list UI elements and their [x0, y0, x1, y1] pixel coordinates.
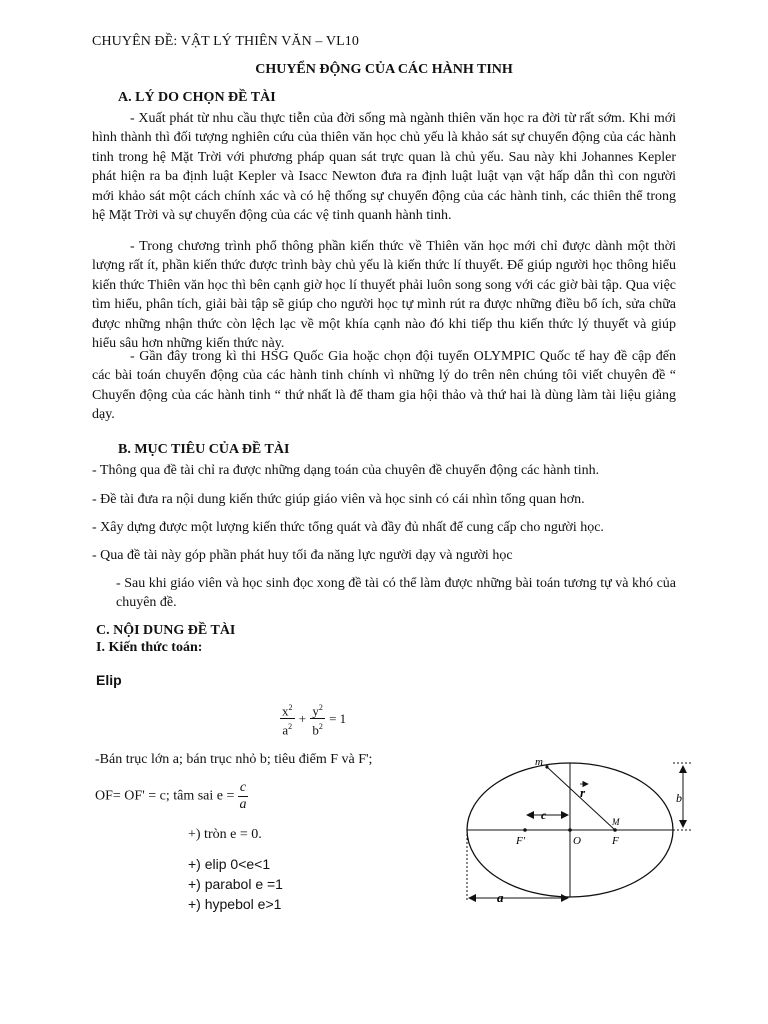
- subsection-math-knowledge: I. Kiến thức toán:: [96, 640, 203, 655]
- section-b-item-3: - Xây dựng được một lượng kiến thức tổng quát và đầy đủ nhất để cung cấp cho người học.: [92, 520, 604, 535]
- label-r: r: [580, 785, 586, 800]
- label-a: a: [497, 890, 504, 905]
- label-c: c: [541, 808, 547, 822]
- y-fraction: $\frac{y^2}{b^2}$: [310, 700, 325, 738]
- label-b: b: [676, 791, 682, 805]
- ellipse-diagram: [455, 750, 705, 920]
- elip-label: Elip: [96, 672, 122, 688]
- section-b-item-1: - Thông qua đề tài chỉ ra được những dạng toán của chuyên đề chuyển động các hành tinh.: [92, 463, 600, 478]
- label-O: O: [573, 835, 581, 847]
- section-a-paragraph-2: - Trong chương trình phổ thông phần kiến thức về Thiên văn học mới chỉ được dành một thời lượng rất ít, phần kiến thức được trình bày chủ yếu là kiến thức lí thuyết. Để giúp người học thông hiểu kiến thức Thiên văn học thì bên cạnh giờ học lí thuyết phải luôn song song với các giờ bài tập. Qua việc tìm hiểu, phân tích, giải bài tập sẽ giúp cho người học tự mình rút ra được những điều bổ ích, sửa chữa được những nhận thức còn lệch lạc về một khía cạnh nào đó khi tiếp thu kiến thức lý thuyết và giúp hiểu sâu hơn những kiến thức này.: [92, 239, 676, 352]
- case-circle: +) tròn e = 0.: [188, 827, 262, 842]
- document-header: CHUYÊN ĐỀ: VẬT LÝ THIÊN VĂN – VL10: [92, 34, 359, 49]
- case-ellipse: +) elip 0<e<1: [188, 856, 271, 872]
- axes-description: -Bán trục lớn a; bán trục nhỏ b; tiêu điểm F và F';: [95, 752, 373, 767]
- section-b-item-5: - Sau khi giáo viên và học sinh đọc xong đề tài có thể làm được những bài toán tương tự và khó của chuyên đề.: [116, 576, 676, 611]
- label-m: m: [535, 756, 543, 768]
- label-F-prime: F': [516, 835, 526, 847]
- label-M: M: [612, 817, 620, 827]
- section-b-item-4: - Qua đề tài này góp phần phát huy tối đa năng lực người dạy và người học: [92, 548, 513, 563]
- ellipse-equation: $\frac{x^2}{a^2}$ + $\frac{y^2}{b^2}$ = 1: [280, 700, 347, 738]
- document-title: CHUYỂN ĐỘNG CỦA CÁC HÀNH TINH: [255, 62, 513, 77]
- section-b-heading: B. MỤC TIÊU CỦA ĐỀ TÀI: [118, 442, 290, 457]
- x-fraction: $\frac{x^2}{a^2}$: [280, 700, 295, 738]
- section-a-heading: A. LÝ DO CHỌN ĐỀ TÀI: [118, 90, 276, 105]
- eccentricity-fraction: $\frac{c}{a}$: [239, 780, 247, 812]
- eccentricity-definition: OF= OF' = c; tâm sai e = $\frac{c}{a}$: [95, 780, 247, 812]
- case-parabola: +) parabol e =1: [188, 876, 283, 892]
- case-hyperbola: +) hypebol e>1: [188, 896, 282, 912]
- section-a-paragraph-3: - Gần đây trong kì thi HSG Quốc Gia hoặc chọn đội tuyển OLYMPIC Quốc tế hay đề cập đến các bài toán chuyển động của các hành tinh chính vì những lý do trên nên chúng tôi viết chuyên đề “ Chuyển động của các hành tinh “ thứ nhất là để tham gia hội thảo và thứ hai là dùng làm tài liệu giảng dạy.: [92, 349, 676, 423]
- section-b-item-2: - Đề tài đưa ra nội dung kiến thức giúp giáo viên và học sinh có cái nhìn tổng quan hơn.: [92, 492, 585, 507]
- label-F: F: [612, 835, 619, 847]
- section-c-heading: C. NỘI DUNG ĐỀ TÀI: [96, 623, 236, 638]
- section-a-paragraph-1: - Xuất phát từ nhu cầu thực tiễn của đời sống mà ngành thiên văn học ra đời từ rất sớm. Khi mới hình thành thì đối tượng nghiên cứu của thiên văn học chủ yếu là khảo sát sự chuyển động của các hành tinh trong hệ Mặt Trời với phương pháp quan sát trực quan là chủ yếu. Sau này khi Johannes Kepler phát hiện ra ba định luật Kepler và Isacc Newton đưa ra định luật luật vạn vật hấp dẫn thì con người mới khảo sát một cách chính xác và có hệ thống sự chuyển động của các hành tinh, các thiên thể trong hệ Mặt Trời và sự chuyển động của các vệ tinh quanh hành tinh.: [92, 111, 676, 224]
